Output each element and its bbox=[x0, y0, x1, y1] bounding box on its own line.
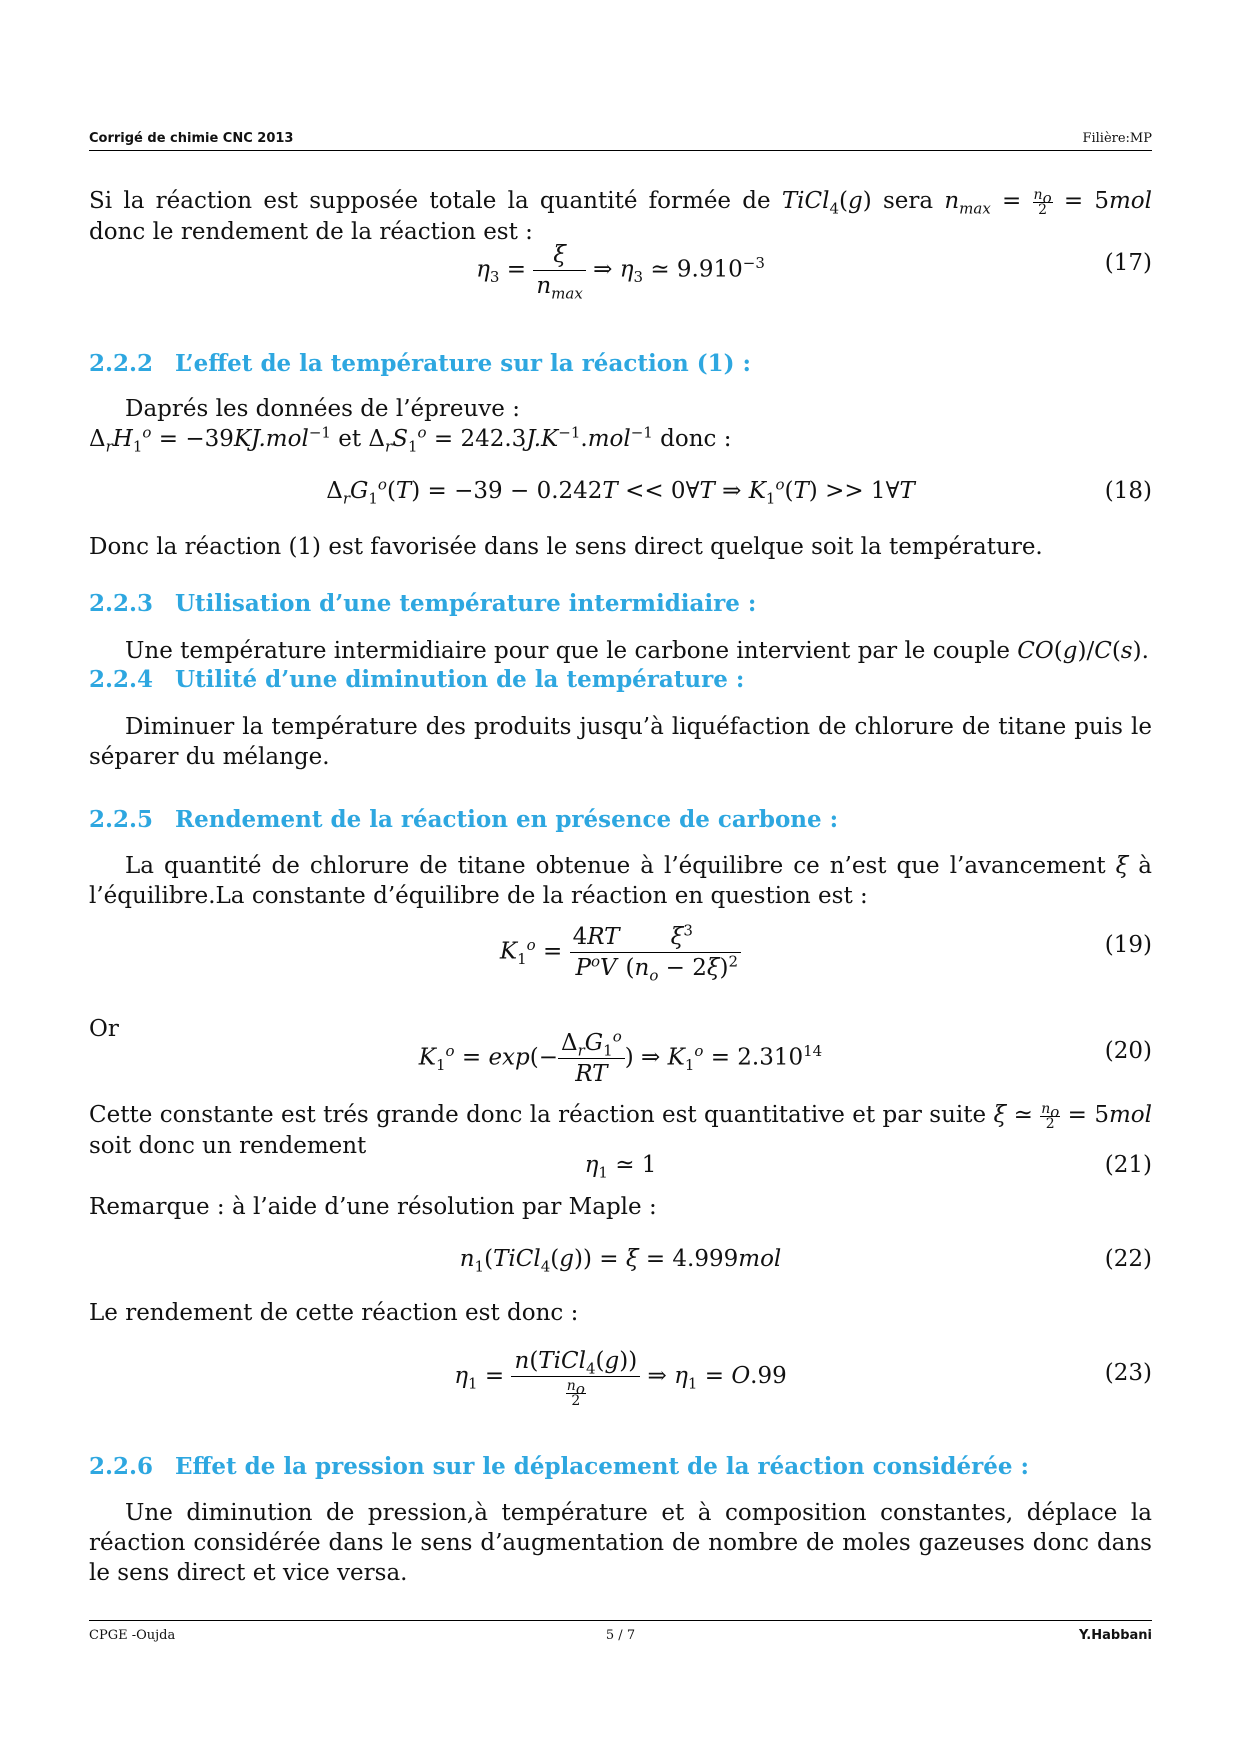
text-or: Or bbox=[89, 1016, 119, 1042]
text-rendement: Le rendement de cette réaction est donc : bbox=[89, 1300, 579, 1326]
section-heading-2-2-5: 2.2.5 Rendement de la réaction en présence de carbone : bbox=[89, 806, 839, 833]
section-heading-2-2-3: 2.2.3 Utilisation d’une température intermidiaire : bbox=[89, 590, 757, 617]
document-page: Corrigé de chimie CNC 2013 Filière:MP Si la réaction est supposée totale la quantité formée de TiCl$_4$(g) sera $n_{max}$ = $\frac{n_o}{2}$ = 5mol donc le rendement de la réaction est : $\eta_3$ = $\frac{\xi}{n_{max}}$ ⇒ $\eta_3$ ≃ $9.910^{-3}$ (17) 2.2.2 L’effet de la température sur la réaction (1) : Daprés les données de l’épreuve : $\Delta_rH_1^o = -39KJ.mol^{-1}$ et $\Delta_rS_1^o = 242.3J.K^{-1}.mol^{-1}$ donc : $\Delta_rG_1^o(T) = -39 - 0.242T$ << 0∀T ⇒ $K_1^o(T)$ >> 1∀T (18) Donc la réaction (1) est favorisée dans le sens direct quelque soit la température. 2.2.3 Utilisation d’une température intermidiaire : Une température intermidiaire pour que le carbone intervient par le couple CO(g)/C(s). 2.2.4 Utilité d’une diminution de la température : Diminuer la température des produits jusqu’à liquéfaction de chlorure de titane puis le séparer du mélange. 2.2.5 Rendement de la réaction en présence de carbone : La quantité de chlorure de titane obtenue à l’équilibre ce n’est que l’avancement ξ à l’équilibre.La constante d’équilibre de la réaction en question est : $K_1^o$ = $\frac{4RT}{P^oV}$ $\frac{\xi^3}{(n_o - 2\xi)^2}$ (19) Or $K_1^o = \exp(-$ $\frac{\Delta_rG_1^o}{RT}$ ) ⇒ $K_1^o = 2.310^{14}$ (20) Cette constante est trés grande donc la réaction est quantitative et par suite ξ ≃ $\frac{n_o}{2}$ = 5mol soit donc un rendement $\eta_1$ ≃ 1 (21) Remarque : à l’aide d’une résolution par Maple : $n_1(TiCl_4(g)) = \xi = 4.999mol$ (22) Le rendement de cette réaction est donc : $\eta_1$ = $\frac{n(TiCl_4(g))}{\frac{n_o}{2}}$ ⇒ $\eta_1 = O.99$ (23) 2.2.6 Effet de la pression sur le déplacement de la réaction considérée : Une diminution de pression,à température et à composition constantes, déplace la réaction considérée dans le sens d’augmentation de nombre de moles gazeuses donc dans le sens direct et vice versa. CPGE -Oujda 5 / 7 Y.Habbani bbox=[89, 131, 1152, 1643]
section-2-2-6-text: Une diminution de pression,à température et à composition constantes, déplace la réaction considérée dans le sens d’augmentation de nombre de moles gazeuses donc dans le sens direct et vice versa. bbox=[89, 1500, 1152, 1586]
section-2-2-2-conclusion: Donc la réaction (1) est favorisée dans le sens direct quelque soit la température. bbox=[89, 534, 1043, 560]
footer-right: Y.Habbani bbox=[1079, 1628, 1152, 1643]
section-heading-2-2-2: 2.2.2 L’effet de la température sur la réaction (1) : bbox=[89, 350, 752, 377]
footer-left: CPGE -Oujda bbox=[89, 1628, 176, 1643]
footer-rule bbox=[89, 1620, 1152, 1621]
section-2-2-4-text: Diminuer la température des produits jusqu’à liquéfaction de chlorure de titane puis le séparer du mélange. bbox=[89, 714, 1152, 770]
section-heading-2-2-4: 2.2.4 Utilité d’une diminution de la température : bbox=[89, 666, 745, 693]
section-2-2-2-text: Daprés les données de l’épreuve : $\Delta_rH_1^o = -39KJ.mol^{-1}$ et $\Delta_rS_1^o = 242.3J.K^{-1}.mol^{-1}$ donc : bbox=[89, 396, 732, 456]
intro-paragraph: Si la réaction est supposée totale la quantité formée de TiCl$_4$(g) sera $n_{max}$ = $\frac{n_o}{2}$ = 5mol donc le rendement de la réaction est : bbox=[89, 186, 1152, 245]
header-right: Filière:MP bbox=[1082, 131, 1152, 146]
equation-number: (21) bbox=[1104, 1152, 1152, 1178]
equation-number: (20) bbox=[1104, 1038, 1152, 1064]
section-2-2-5-text: La quantité de chlorure de titane obtenue à l’équilibre ce n’est que l’avancement ξ à l’équilibre.La constante d’équilibre de la réaction en question est : bbox=[89, 853, 1152, 909]
text-remarque: Remarque : à l’aide d’une résolution par Maple : bbox=[89, 1194, 657, 1220]
section-heading-2-2-6: 2.2.6 Effet de la pression sur le déplacement de la réaction considérée : bbox=[89, 1453, 1029, 1480]
equation-number: (17) bbox=[1104, 250, 1152, 276]
text-constante: Cette constante est trés grande donc la réaction est quantitative et par suite ξ ≃ $\frac{n_o}{2}$ = 5mol soit donc un rendement bbox=[89, 1100, 1152, 1159]
header-left: Corrigé de chimie CNC 2013 bbox=[89, 131, 294, 146]
page-number: 5 / 7 bbox=[605, 1628, 636, 1643]
header-rule bbox=[89, 150, 1152, 151]
equation-number: (19) bbox=[1104, 932, 1152, 958]
section-2-2-3-text: Une température intermidiaire pour que le carbone intervient par le couple CO(g)/C(s). bbox=[125, 638, 1149, 664]
equation-number: (18) bbox=[1104, 478, 1152, 504]
equation-number: (22) bbox=[1104, 1246, 1152, 1272]
equation-number: (23) bbox=[1104, 1360, 1152, 1386]
